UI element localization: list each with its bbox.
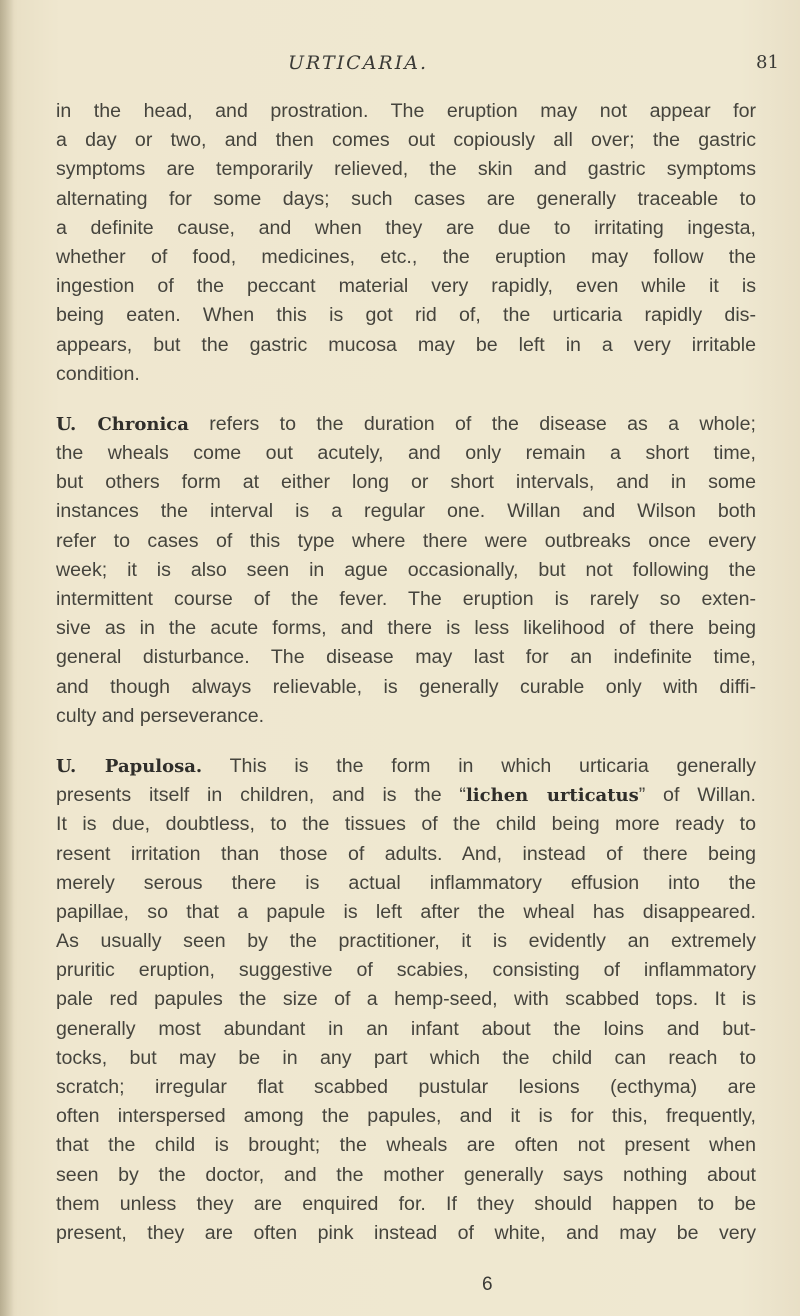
signature-mark: 6	[482, 1274, 493, 1295]
text-line: condition.	[56, 362, 140, 385]
text-line	[56, 781, 756, 810]
text-line: seen by the doctor, and the mother generally says nothing about	[56, 1163, 756, 1186]
text-line: appears, but the gastric mucosa may be left in a very irritable	[56, 333, 756, 356]
paragraph-gap	[56, 389, 756, 410]
paragraph-gap	[56, 731, 756, 752]
text-line: often interspersed among the papules, and it is for this, frequently,	[56, 1105, 756, 1128]
text-line: sive as in the acute forms, and there is less likelihood of there being	[56, 617, 756, 640]
text-line: merely serous there is actual inflammatory effusion into the	[56, 871, 756, 894]
text-line: papillae, so that a papule is left after the wheal has disappeared.	[56, 900, 756, 923]
text-line: general disturbance. The disease may last for an indefinite time,	[56, 646, 756, 669]
text-line: refer to cases of this type where there were outbreaks once every	[56, 529, 756, 552]
text-run: This is the form in which urticaria generally	[229, 754, 757, 777]
text-line: scratch; irregular flat scabbed pustular lesions (ecthyma) are	[56, 1076, 756, 1098]
text-line: resent irritation than those of adults. And, instead of there being	[56, 842, 756, 865]
text-line	[56, 410, 756, 439]
text-line: alternating for some days; such cases are generally traceable to	[56, 187, 756, 210]
text-line: It is due, doubtless, to the tissues of the child being more ready to	[56, 813, 756, 836]
text-line: ingestion of the peccant material very rapidly, even while it is	[56, 275, 756, 298]
text-line	[56, 752, 756, 781]
gutter-shadow	[0, 0, 14, 1316]
term-lichen-urticatus: lichen urticatus	[465, 785, 639, 807]
text-line: pale red papules the size of a hemp-seed, with scabbed tops. It is	[56, 988, 756, 1011]
text-line: intermittent course of the fever. The eruption is rarely so exten-	[56, 588, 756, 610]
text-line: generally most abundant in an infant about the loins and but-	[56, 1017, 756, 1040]
text-line: present, they are often pink instead of white, and may be very	[56, 1221, 756, 1244]
text-line: whether of food, medicines, etc., the eruption may follow the	[56, 245, 756, 268]
text-line: being eaten. When this is got rid of, the urticaria rapidly dis-	[56, 304, 756, 327]
text-line: symptoms are temporarily relieved, the skin and gastric symptoms	[56, 158, 756, 181]
text-line: a day or two, and then comes out copiously all over; the gastric	[56, 129, 756, 152]
text-line: them unless they are enquired for. If they should happen to be	[56, 1192, 756, 1215]
text-run: refers to the duration of the disease as a whole;	[209, 412, 756, 435]
text-line: but others form at either long or short intervals, and in some	[56, 471, 756, 494]
text-run: presents itself in children, and is the “	[56, 784, 466, 807]
section-term-papulosa: U. Papulosa.	[56, 755, 203, 777]
text-line: tocks, but may be in any part which the child can reach to	[56, 1046, 756, 1069]
text-line: and though always relievable, is generally curable only with diffi-	[56, 675, 756, 698]
running-title: URTICARIA.	[288, 52, 428, 74]
text-line: culty and perseverance.	[56, 704, 265, 727]
text-line: a definite cause, and when they are due to irritating ingesta,	[56, 216, 756, 239]
section-term-chronica: U. Chronica	[56, 413, 189, 435]
text-run: ” of Willan.	[638, 784, 756, 807]
text-line: As usually seen by the practitioner, it is evidently an extremely	[56, 930, 756, 953]
running-head	[0, 52, 800, 82]
body-text	[56, 97, 756, 1248]
text-line: in the head, and prostration. The eruption may not appear for	[56, 100, 756, 122]
page-number: 81	[756, 52, 779, 73]
text-line: week; it is also seen in ague occasionally, but not following the	[56, 558, 756, 581]
text-line: instances the interval is a regular one. Willan and Wilson both	[56, 500, 756, 523]
text-line: pruritic eruption, suggestive of scabies, consisting of inflammatory	[56, 959, 756, 982]
text-line: the wheals come out acutely, and only remain a short time,	[56, 442, 756, 465]
text-line: that the child is brought; the wheals are often not present when	[56, 1134, 756, 1157]
